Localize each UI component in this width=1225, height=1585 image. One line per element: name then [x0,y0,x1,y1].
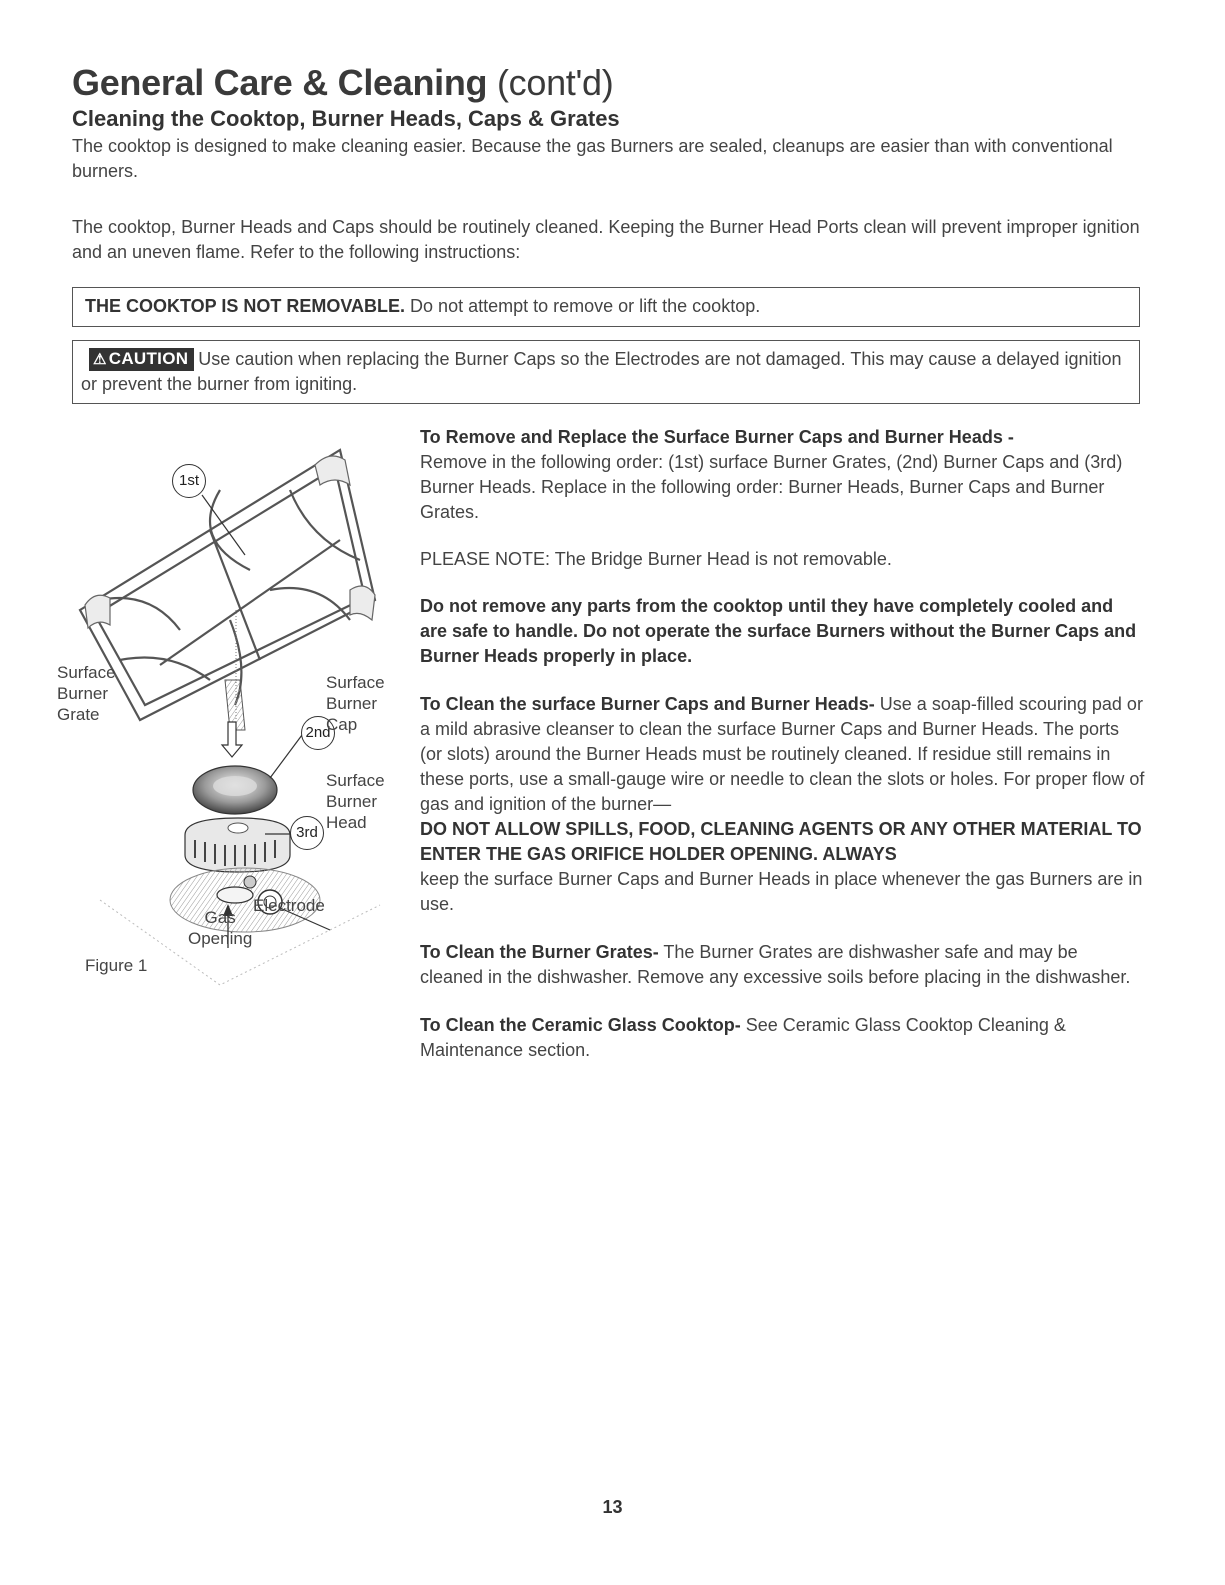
glass-heading: To Clean the Ceramic Glass Cooktop- [420,1015,741,1035]
grate-label: Surface Burner Grate [57,663,116,724]
burner-diagram [57,430,410,1000]
intro-paragraph-1: The cooktop is designed to make cleaning easier. Because the gas Burners are sealed, cleanups are easier than with conventional burners. [72,136,1113,181]
safety-warning: Do not remove any parts from the cooktop until they have completely cooled and are safe to handle. Do not operate the surface Burners without the Burner Caps and Burner Heads properly in place. [420,596,1137,666]
bridge-note: PLEASE NOTE: The Bridge Burner Head is not removable. [420,549,892,569]
step-3rd-marker: 3rd [290,816,324,850]
remove-replace-section [420,425,1145,525]
step-1st-marker: 1st [172,464,206,498]
clean-caps-bold-warning: DO NOT ALLOW SPILLS, FOOD, CLEANING AGENTS OR ANY OTHER MATERIAL TO ENTER THE GAS ORIFICE HOLDER OPENING. ALWAYS [420,819,1142,864]
clean-grates-section [420,940,1145,990]
caution-box [72,340,1140,404]
cap-label: Surface Burner Cap [326,673,385,734]
section-subtitle: Cleaning the Cooktop, Burner Heads, Caps & Grates [72,106,620,131]
clean-caps-text: Use a soap-filled scouring pad or a mild abrasive cleanser to clean the surface Burner Caps and Burner Heads. The ports (or slots) around the Burner Heads must be routinely cleaned. If residue still remains in these ports, use a small-gauge wire or needle to clean the slots or holes. For proper flow of gas and ignition of the burner— [420,694,1145,814]
caution-text: Use caution when replacing the Burner Caps so the Electrodes are not damaged. This may cause a delayed ignition or prevent the burner from igniting. [81,349,1122,394]
page-title: General Care & Cleaning (cont'd) [72,62,614,103]
warning-triangle-icon: ⚠ [93,351,107,368]
gas-opening-label: Gas Opening [188,908,253,948]
head-label: Surface Burner Head [326,771,385,832]
grates-text: The Burner Grates are dishwasher safe and may be cleaned in the dishwasher. Remove any excessive soils before placing in the dishwasher. [420,942,1131,987]
notice-box [72,287,1140,327]
glass-text: See Ceramic Glass Cooktop Cleaning & Maintenance section. [420,1015,1066,1060]
grates-heading: To Clean the Burner Grates- [420,942,659,962]
remove-text: Remove in the following order: (1st) surface Burner Grates, (2nd) Burner Caps and (3rd) Burner Heads. Replace in the following order: Burner Heads, Burner Caps and Burner Grates. [420,452,1123,522]
caution-badge: ⚠ CAUTION [89,348,194,371]
electrode-label: Electrode [253,896,325,915]
step-2nd-marker: 2nd [301,716,335,750]
clean-glass-section [420,1013,1145,1063]
page-number: 13 [602,1497,623,1517]
notice-bold: THE COOKTOP IS NOT REMOVABLE. [85,296,406,316]
clean-caps-section [420,692,1145,917]
figure-caption: Figure 1 [85,956,148,975]
instructions-column [420,425,1145,1063]
clean-caps-heading: To Clean the surface Burner Caps and Burner Heads- [420,694,875,714]
intro-paragraph-2: The cooktop, Burner Heads and Caps should be routinely cleaned. Keeping the Burner Head Ports clean will prevent improper ignition and an uneven flame. Refer to the following instructions: [72,217,1140,262]
remove-heading: To Remove and Replace the Surface Burner Caps and Burner Heads - [420,427,1014,447]
notice-text: Do not attempt to remove or lift the cooktop. [410,296,761,316]
clean-caps-tail: keep the surface Burner Caps and Burner Heads in place whenever the gas Burners are in use. [420,869,1143,914]
